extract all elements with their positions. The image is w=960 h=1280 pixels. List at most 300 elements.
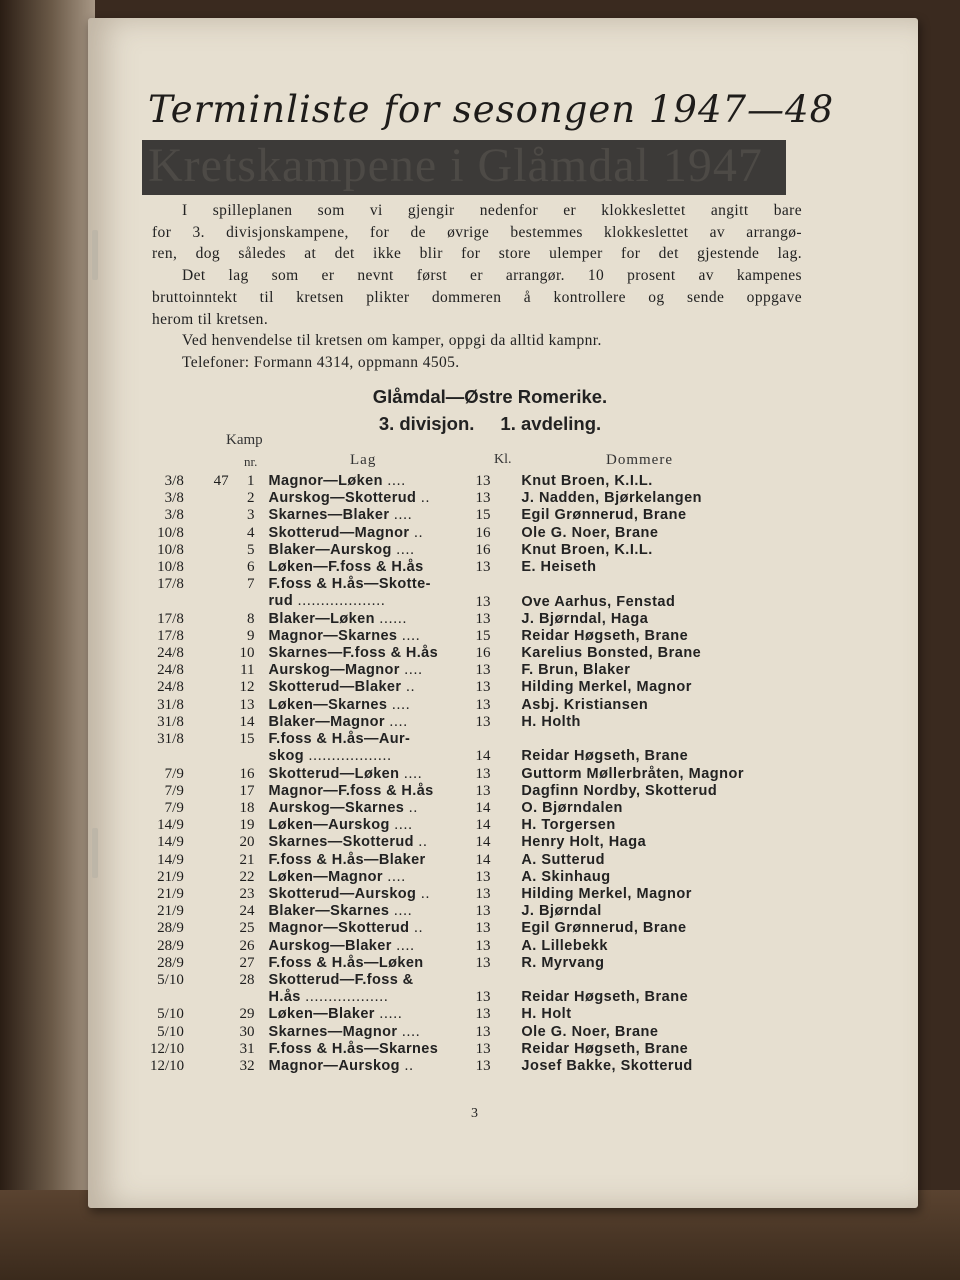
match-year bbox=[184, 938, 229, 955]
referee: R. Myrvang bbox=[521, 954, 605, 971]
teams-text: F.foss & H.ås—Løken bbox=[268, 954, 424, 971]
referee: H. Torgersen bbox=[521, 817, 616, 834]
match-date: 28/9 bbox=[157, 937, 184, 954]
teams-text: Løken—Skarnes bbox=[268, 696, 388, 713]
page-number: 3 bbox=[471, 1106, 478, 1121]
match-teams bbox=[269, 817, 476, 834]
leader-dots: .... bbox=[389, 507, 413, 524]
match-number: 17 bbox=[239, 782, 255, 799]
referee: J. Nadden, Bjørkelangen bbox=[521, 490, 703, 507]
match-teams bbox=[269, 576, 476, 611]
match-number: 9 bbox=[247, 627, 255, 644]
match-number: 21 bbox=[239, 851, 255, 868]
table-row bbox=[150, 800, 810, 817]
kickoff-time: 16 bbox=[475, 645, 491, 662]
match-year bbox=[184, 903, 229, 920]
section-heading: Glåmdal—Østre Romerike. bbox=[372, 386, 608, 407]
referee: Reidar Høgseth, Brane bbox=[521, 748, 689, 765]
referee: A. Sutterud bbox=[521, 851, 605, 868]
match-teams bbox=[269, 731, 476, 766]
table-row bbox=[150, 972, 810, 1007]
kickoff-time: 13 bbox=[475, 490, 491, 507]
leader-dots: .... bbox=[391, 541, 415, 558]
table-row bbox=[150, 525, 810, 542]
leader-dots: .. bbox=[399, 1058, 414, 1075]
teams-text: Aurskog—Skotterud bbox=[268, 490, 417, 507]
match-year bbox=[184, 559, 229, 576]
match-number: 6 bbox=[247, 558, 255, 575]
leader-dots: .... bbox=[399, 765, 423, 782]
match-number: 13 bbox=[239, 696, 255, 713]
match-year bbox=[184, 1006, 229, 1023]
table-row bbox=[150, 490, 810, 507]
teams-text: F.foss & H.ås—Skotte- bbox=[268, 576, 431, 593]
kickoff-time: 14 bbox=[475, 834, 491, 851]
kickoff-time: 13 bbox=[475, 920, 491, 937]
referee: Josef Bakke, Skotterud bbox=[521, 1058, 693, 1075]
kickoff-time: 16 bbox=[475, 541, 491, 558]
match-date: 7/9 bbox=[164, 765, 184, 782]
teams-text-continued: skog bbox=[268, 748, 304, 765]
teams-text: Magnor—Skotterud bbox=[268, 920, 410, 937]
match-year bbox=[184, 628, 229, 645]
kickoff-time: 13 bbox=[475, 885, 491, 902]
match-teams bbox=[269, 800, 476, 817]
match-teams bbox=[269, 903, 476, 920]
referee: Knut Broen, K.I.L. bbox=[521, 473, 653, 489]
match-date: 21/9 bbox=[157, 868, 184, 885]
match-date: 24/8 bbox=[157, 662, 184, 679]
match-number: 10 bbox=[239, 645, 255, 662]
match-number: 26 bbox=[239, 937, 255, 954]
match-date: 7/9 bbox=[164, 782, 184, 799]
intro-line: Det lag som er nevnt først er arrangør. 10 prosent av kampenes bbox=[182, 267, 802, 285]
table-row bbox=[150, 628, 810, 645]
teams-text: Blaker—Aurskog bbox=[268, 541, 392, 558]
match-year bbox=[184, 766, 229, 783]
leader-dots: .... bbox=[389, 817, 413, 834]
redacted-banner bbox=[142, 140, 786, 195]
referee: Ole G. Noer, Brane bbox=[521, 1023, 659, 1040]
teams-text: Skarnes—F.foss & H.ås bbox=[268, 645, 439, 662]
teams-text: Skotterud—Blaker bbox=[268, 679, 402, 696]
match-date: 10/8 bbox=[157, 541, 184, 558]
match-teams bbox=[269, 542, 476, 559]
match-number: 28 bbox=[239, 971, 255, 988]
match-year bbox=[184, 507, 229, 524]
fixture-table bbox=[150, 473, 810, 1075]
match-number: 16 bbox=[239, 765, 255, 782]
kickoff-time: 13 bbox=[475, 1006, 491, 1023]
leader-dots: .. bbox=[416, 885, 431, 902]
match-year bbox=[184, 1041, 229, 1058]
teams-text: Løken—Blaker bbox=[268, 1006, 375, 1023]
match-date: 14/9 bbox=[157, 851, 184, 868]
match-year: 47 bbox=[213, 473, 229, 489]
staple bbox=[92, 230, 98, 280]
kickoff-time: 13 bbox=[475, 1058, 491, 1075]
match-teams bbox=[269, 1006, 476, 1023]
table-row bbox=[150, 731, 810, 766]
leader-dots: .. bbox=[409, 524, 424, 541]
intro-line: I spilleplanen som vi gjengir nedenfor er klokkeslettet angitt bare bbox=[182, 202, 802, 219]
match-year bbox=[184, 1058, 229, 1075]
teams-text: Magnor—Skarnes bbox=[268, 627, 398, 644]
table-row bbox=[150, 869, 810, 886]
match-teams bbox=[269, 559, 476, 576]
column-header-kamp: Kamp bbox=[226, 432, 263, 448]
teams-text: Skotterud—F.foss & bbox=[268, 971, 414, 988]
table-row bbox=[150, 852, 810, 869]
referee: J. Bjørndal, Haga bbox=[521, 610, 649, 627]
match-year bbox=[184, 645, 229, 662]
kickoff-time: 13 bbox=[475, 610, 491, 627]
intro-text bbox=[152, 200, 802, 374]
kickoff-time: 14 bbox=[475, 748, 491, 765]
kickoff-time: 13 bbox=[475, 593, 491, 610]
column-header-dommere: Dommere bbox=[606, 452, 673, 468]
match-date: 21/9 bbox=[157, 903, 184, 920]
match-year bbox=[184, 955, 229, 972]
referee: Hilding Merkel, Magnor bbox=[521, 885, 692, 902]
match-number: 30 bbox=[239, 1023, 255, 1040]
leader-dots: .... bbox=[391, 937, 415, 954]
match-teams bbox=[269, 955, 476, 972]
leader-dots: .. bbox=[409, 920, 424, 937]
match-year bbox=[184, 852, 229, 869]
match-year bbox=[184, 525, 229, 542]
match-number: 32 bbox=[239, 1058, 255, 1075]
match-teams bbox=[269, 714, 476, 731]
teams-text: Blaker—Magnor bbox=[268, 713, 385, 730]
leader-dots: ................... bbox=[293, 593, 386, 610]
match-date: 5/10 bbox=[157, 1023, 184, 1040]
match-date: 7/9 bbox=[164, 800, 184, 816]
match-year bbox=[184, 817, 229, 834]
match-number: 11 bbox=[240, 662, 255, 679]
kickoff-time: 13 bbox=[475, 696, 491, 713]
referee: J. Bjørndal bbox=[521, 903, 602, 920]
table-row bbox=[150, 559, 810, 576]
kickoff-time: 13 bbox=[475, 903, 491, 920]
page-title: Terminliste for sesongen 1947—48 bbox=[148, 88, 835, 131]
match-date: 14/9 bbox=[157, 834, 184, 851]
match-number: 29 bbox=[239, 1006, 255, 1023]
match-teams bbox=[269, 525, 476, 542]
table-row bbox=[150, 817, 810, 834]
table-row bbox=[150, 714, 810, 731]
match-year bbox=[184, 611, 229, 628]
referee: Knut Broen, K.I.L. bbox=[521, 541, 653, 558]
kickoff-time: 15 bbox=[475, 507, 491, 524]
match-year bbox=[184, 490, 229, 507]
teams-text: Skotterud—Magnor bbox=[268, 524, 410, 541]
match-teams bbox=[269, 766, 476, 783]
table-row bbox=[150, 938, 810, 955]
match-teams bbox=[269, 507, 476, 524]
teams-text-continued: rud bbox=[268, 593, 294, 610]
kickoff-time: 13 bbox=[475, 679, 491, 696]
match-year bbox=[184, 662, 229, 679]
intro-line: ren, dog således at det ikke blir for store ulemper for det gjestende lag. bbox=[152, 245, 802, 263]
leader-dots: .... bbox=[384, 713, 409, 730]
table-row bbox=[150, 473, 810, 490]
leader-dots: .. bbox=[401, 679, 416, 696]
kickoff-time: 14 bbox=[475, 817, 491, 834]
referee: F. Brun, Blaker bbox=[521, 662, 631, 679]
match-teams bbox=[269, 972, 476, 1007]
teams-text: Blaker—Skarnes bbox=[268, 903, 390, 920]
match-year bbox=[184, 697, 229, 714]
match-date: 24/8 bbox=[157, 679, 184, 696]
referee: Henry Holt, Haga bbox=[521, 834, 647, 851]
referee: Guttorm Møllerbråten, Magnor bbox=[521, 765, 744, 782]
match-teams bbox=[269, 886, 476, 903]
leader-dots: .. bbox=[404, 800, 419, 816]
kickoff-time: 13 bbox=[475, 954, 491, 971]
leader-dots: ...... bbox=[374, 610, 408, 627]
kickoff-time: 14 bbox=[475, 800, 491, 816]
teams-text: F.foss & H.ås—Aur- bbox=[268, 731, 411, 748]
teams-text: Løken—Aurskog bbox=[268, 817, 390, 834]
table-row bbox=[150, 1006, 810, 1023]
intro-line: for 3. divisjonskampene, for de øvrige bestemmes klokkeslettet av arrangø- bbox=[152, 223, 802, 241]
match-year bbox=[184, 576, 229, 611]
match-year bbox=[184, 920, 229, 937]
match-teams bbox=[269, 611, 476, 628]
match-number: 19 bbox=[239, 817, 255, 834]
kickoff-time: 13 bbox=[475, 473, 491, 489]
kickoff-time: 14 bbox=[475, 851, 491, 868]
match-teams bbox=[269, 628, 476, 645]
match-year bbox=[184, 679, 229, 696]
match-date: 12/10 bbox=[150, 1058, 185, 1075]
kickoff-time: 13 bbox=[475, 558, 491, 575]
match-teams bbox=[269, 679, 476, 696]
match-number: 18 bbox=[239, 800, 255, 816]
match-teams bbox=[269, 645, 476, 662]
referee: H. Holth bbox=[521, 713, 581, 730]
match-date: 10/8 bbox=[157, 558, 184, 575]
match-number: 20 bbox=[239, 834, 255, 851]
referee: A. Lillebekk bbox=[521, 937, 608, 954]
table-row bbox=[150, 611, 810, 628]
table-row bbox=[150, 662, 810, 679]
match-date: 10/8 bbox=[157, 524, 184, 541]
referee: Dagfinn Nordby, Skotterud bbox=[521, 782, 718, 799]
match-number: 27 bbox=[239, 954, 255, 971]
teams-text-continued: H.ås bbox=[268, 989, 301, 1006]
match-teams bbox=[269, 1041, 476, 1058]
leader-dots: .. bbox=[416, 490, 431, 507]
match-number: 15 bbox=[239, 731, 255, 748]
match-date: 5/10 bbox=[157, 1006, 184, 1023]
column-header-kl: Kl. bbox=[494, 452, 512, 467]
leader-dots: .................. bbox=[300, 989, 389, 1006]
match-number: 23 bbox=[239, 885, 255, 902]
match-number: 31 bbox=[239, 1040, 255, 1057]
match-date: 3/8 bbox=[164, 507, 184, 524]
match-teams bbox=[269, 1024, 476, 1041]
match-teams bbox=[269, 1058, 476, 1075]
teams-text: Aurskog—Skarnes bbox=[268, 800, 405, 816]
teams-text: Skotterud—Aurskog bbox=[268, 885, 417, 902]
table-row bbox=[150, 1041, 810, 1058]
teams-text: Løken—F.foss & H.ås bbox=[268, 558, 424, 575]
match-year bbox=[184, 542, 229, 559]
table-row bbox=[150, 645, 810, 662]
match-date: 3/8 bbox=[164, 473, 184, 489]
intro-line: herom til kretsen. bbox=[152, 310, 269, 328]
leader-dots: .... bbox=[399, 662, 423, 679]
teams-text: Skarnes—Skotterud bbox=[268, 834, 414, 851]
match-teams bbox=[269, 938, 476, 955]
table-row bbox=[150, 1058, 810, 1075]
referee: O. Bjørndalen bbox=[521, 800, 623, 816]
match-teams bbox=[269, 473, 476, 490]
match-teams bbox=[269, 662, 476, 679]
match-teams bbox=[269, 490, 476, 507]
referee: Ove Aarhus, Fenstad bbox=[521, 593, 676, 610]
staple bbox=[92, 828, 98, 878]
leader-dots: .... bbox=[389, 903, 413, 920]
match-number: 24 bbox=[239, 903, 255, 920]
match-year bbox=[184, 714, 229, 731]
intro-line: bruttoinntekt til kretsen plikter dommeren å kontrollere og sende oppgave bbox=[152, 288, 802, 306]
kickoff-time: 13 bbox=[475, 937, 491, 954]
match-date: 3/8 bbox=[164, 490, 184, 507]
teams-text: F.foss & H.ås—Skarnes bbox=[268, 1040, 439, 1057]
match-date: 17/8 bbox=[157, 576, 184, 593]
match-number: 3 bbox=[247, 507, 255, 524]
referee: Hilding Merkel, Magnor bbox=[521, 679, 692, 696]
table-row bbox=[150, 766, 810, 783]
column-header-nr: nr. bbox=[244, 454, 258, 469]
group-label: 1. avdeling. bbox=[500, 413, 602, 434]
match-number: 4 bbox=[247, 524, 255, 541]
referee: Reidar Høgseth, Brane bbox=[521, 627, 689, 644]
match-date: 28/9 bbox=[157, 954, 184, 971]
teams-text: Løken—Magnor bbox=[268, 868, 383, 885]
leader-dots: .... bbox=[397, 1023, 421, 1040]
leader-dots: .... bbox=[397, 627, 421, 644]
teams-text: Blaker—Løken bbox=[268, 610, 375, 627]
referee: Asbj. Kristiansen bbox=[521, 696, 649, 713]
kickoff-time: 13 bbox=[475, 1040, 491, 1057]
match-year bbox=[184, 886, 229, 903]
table-row bbox=[150, 697, 810, 714]
match-date: 31/8 bbox=[157, 731, 184, 748]
kickoff-time: 15 bbox=[475, 627, 491, 644]
match-number: 2 bbox=[247, 490, 255, 507]
table-row bbox=[150, 1024, 810, 1041]
match-date: 17/8 bbox=[157, 627, 184, 644]
match-date: 28/9 bbox=[157, 920, 184, 937]
match-year bbox=[184, 972, 229, 1007]
column-header-lag: Lag bbox=[350, 452, 377, 468]
referee: Karelius Bonsted, Brane bbox=[521, 645, 702, 662]
match-teams bbox=[269, 869, 476, 886]
teams-text: Magnor—Løken bbox=[268, 473, 383, 489]
table-row bbox=[150, 903, 810, 920]
match-date: 31/8 bbox=[157, 713, 184, 730]
teams-text: Magnor—F.foss & H.ås bbox=[268, 782, 434, 799]
division-heading bbox=[190, 413, 790, 435]
kickoff-time: 13 bbox=[475, 713, 491, 730]
teams-text: F.foss & H.ås—Blaker bbox=[268, 851, 426, 868]
referee: Egil Grønnerud, Brane bbox=[521, 507, 687, 524]
match-number: 8 bbox=[247, 610, 255, 627]
kickoff-time: 13 bbox=[475, 765, 491, 782]
match-year bbox=[184, 783, 229, 800]
kickoff-time: 13 bbox=[475, 1023, 491, 1040]
match-year bbox=[184, 1024, 229, 1041]
kickoff-time: 13 bbox=[475, 782, 491, 799]
match-year bbox=[184, 869, 229, 886]
match-date: 21/9 bbox=[157, 885, 184, 902]
match-teams bbox=[269, 697, 476, 714]
referee: H. Holt bbox=[521, 1006, 572, 1023]
match-number: 7 bbox=[247, 576, 255, 593]
match-teams bbox=[269, 852, 476, 869]
table-row bbox=[150, 834, 810, 851]
table-row bbox=[150, 955, 810, 972]
referee: A. Skinhaug bbox=[521, 868, 611, 885]
table-row bbox=[150, 679, 810, 696]
match-teams bbox=[269, 783, 476, 800]
referee: Egil Grønnerud, Brane bbox=[521, 920, 687, 937]
teams-text: Skarnes—Magnor bbox=[268, 1023, 398, 1040]
match-number: 14 bbox=[239, 713, 255, 730]
leader-dots: .... bbox=[387, 696, 411, 713]
match-number: 22 bbox=[239, 868, 255, 885]
table-row bbox=[150, 576, 810, 611]
leader-dots: .... bbox=[382, 473, 406, 489]
backdrop-left bbox=[0, 0, 95, 1280]
teams-text: Skotterud—Løken bbox=[268, 765, 400, 782]
referee: Reidar Høgseth, Brane bbox=[521, 989, 689, 1006]
match-year bbox=[184, 834, 229, 851]
match-date: 24/8 bbox=[157, 645, 184, 662]
teams-text: Aurskog—Blaker bbox=[268, 937, 392, 954]
match-date: 5/10 bbox=[157, 971, 184, 988]
kickoff-time: 13 bbox=[475, 868, 491, 885]
teams-text: Magnor—Aurskog bbox=[268, 1058, 400, 1075]
match-teams bbox=[269, 920, 476, 937]
table-row bbox=[150, 507, 810, 524]
leader-dots: .................. bbox=[303, 748, 392, 765]
match-number: 1 bbox=[247, 473, 255, 489]
match-date: 14/9 bbox=[157, 817, 184, 834]
referee: E. Heiseth bbox=[521, 558, 597, 575]
division-label: 3. divisjon. bbox=[378, 413, 475, 434]
match-number: 5 bbox=[247, 541, 255, 558]
leader-dots: .. bbox=[413, 834, 428, 851]
teams-text: Skarnes—Blaker bbox=[268, 507, 390, 524]
match-number: 12 bbox=[239, 679, 255, 696]
leader-dots: ..... bbox=[374, 1006, 403, 1023]
match-date: 12/10 bbox=[150, 1040, 185, 1057]
table-row bbox=[150, 542, 810, 559]
teams-text: Aurskog—Magnor bbox=[268, 662, 400, 679]
leader-dots: .... bbox=[382, 868, 406, 885]
match-date: 31/8 bbox=[157, 696, 184, 713]
banner-text: Kretskampene i Glåmdal 1947 bbox=[148, 140, 763, 192]
match-teams bbox=[269, 834, 476, 851]
table-row bbox=[150, 886, 810, 903]
kickoff-time: 16 bbox=[475, 524, 491, 541]
intro-line: Telefoner: Formann 4314, oppmann 4505. bbox=[182, 353, 460, 371]
